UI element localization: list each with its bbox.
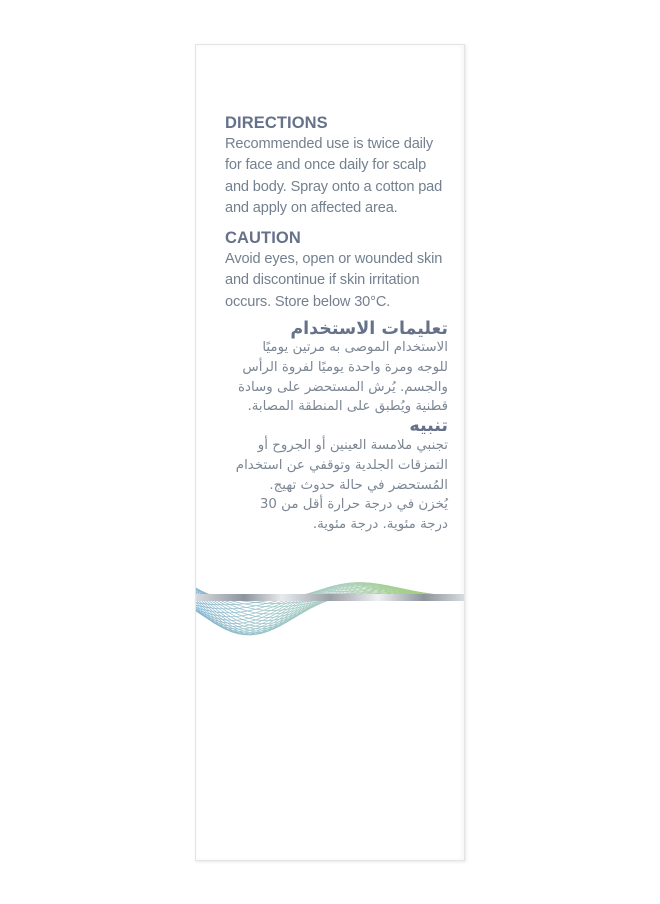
arabic-caution-line: درجة مئوية. درجة مئوية. [312,517,448,533]
arabic-directions-line: الاستخدام الموصى به مرتين يوميًا [262,340,448,355]
caution-line: Avoid eyes, open or wounded skin [225,251,443,267]
directions-line: and body. Spray onto a cotton pad [225,178,443,195]
caution-line: occurs. Store below 30°C. [225,293,391,310]
arabic-caution-line: يُخزن في درجة حرارة أقل من 30 [259,497,448,513]
arabic-directions-line: للوجه ومرة واحدة يوميًا لفروة الرأس [242,359,448,375]
directions-line: Recommended use is twice daily [225,136,434,152]
arabic-directions-text [216,338,448,417]
arabic-caution-text [216,436,448,535]
arabic-directions-line: والجسم. يُرش المستحضر على وسادة [237,379,448,395]
caution-heading: CAUTION [225,229,301,247]
caution-line: and discontinue if skin irritation [225,272,420,289]
arabic-directions-line: قطنية ويُطبق على المنطقة المصابة. [247,399,448,415]
silver-band [196,594,464,601]
directions-line: and apply on affected area. [225,199,398,216]
directions-text [225,134,459,219]
arabic-directions-heading: تعليمات الاستخدام [290,319,448,339]
directions-line: for face and once daily for scalp [225,157,427,174]
arabic-caution-line: المُستحضر في حالة حدوث تهيج. [269,477,448,493]
arabic-caution-line: تجنبي ملامسة العينين أو الجروح أو [257,438,448,453]
arabic-caution-heading: تنبيه [409,416,448,436]
decorative-wave-band [196,535,464,665]
caution-text [225,249,459,313]
wave-line [196,583,460,635]
package-side-panel [195,44,465,861]
directions-heading: DIRECTIONS [225,114,328,132]
arabic-caution-line: التمزقات الجلدية وتوقفي عن استخدام [235,457,448,473]
wave-lines [196,583,460,636]
